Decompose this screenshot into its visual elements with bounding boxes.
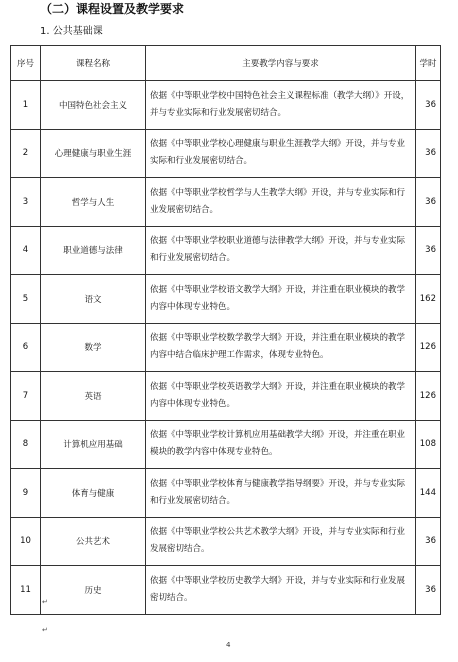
table-row — [11, 226, 441, 275]
hours-cell: 36 — [416, 517, 441, 566]
table-row — [11, 275, 441, 324]
course-content-cell: 依据《中等职业学校计算机应用基础教学大纲》开设，并注重在职业模块的教学内容中体现专业特色。 — [146, 420, 416, 469]
row-number-cell: 5 — [11, 275, 41, 324]
course-table — [10, 45, 441, 615]
hours-cell: 36 — [416, 226, 441, 275]
row-number-cell: 11 — [11, 566, 41, 615]
table-row — [11, 81, 441, 130]
hours-cell: 144 — [416, 469, 441, 518]
hours-cell: 36 — [416, 129, 441, 178]
table-row — [11, 178, 441, 227]
course-content-cell: 依据《中等职业学校历史教学大纲》开设，并与专业实际和行业发展密切结合。 — [146, 566, 416, 615]
course-content-cell: 依据《中等职业学校数学教学大纲》开设，并注重在职业模块的教学内容中结合临床护理工作需求，体现专业特色。 — [146, 323, 416, 372]
hours-cell: 108 — [416, 420, 441, 469]
course-content-cell: 依据《中等职业学校语文教学大纲》开设，并注重在职业模块的教学内容中体现专业特色。 — [146, 275, 416, 324]
row-number-cell: 1 — [11, 81, 41, 130]
course-content-cell: 依据《中等职业学校哲学与人生教学大纲》开设，并与专业实际和行业发展密切结合。 — [146, 178, 416, 227]
row-number-cell: 6 — [11, 323, 41, 372]
table-row — [11, 372, 441, 421]
hours-cell: 126 — [416, 323, 441, 372]
course-name-cell: 公共艺术 — [41, 517, 146, 566]
hours-cell: 36 — [416, 566, 441, 615]
table-header-row — [11, 46, 441, 81]
course-name-cell: 语文 — [41, 275, 146, 324]
subsection-heading: 1. 公共基础课 — [40, 26, 103, 37]
column-header-hours: 学时 — [416, 46, 441, 81]
column-header-course-name: 课程名称 — [41, 46, 146, 81]
course-content-cell: 依据《中等职业学校体育与健康教学指导纲要》开设，并与专业实际和行业发展密切结合。 — [146, 469, 416, 518]
course-content-cell: 依据《中等职业学校中国特色社会主义课程标准（教学大纲）》开设，并与专业实际和行业发展密切结合。 — [146, 81, 416, 130]
course-name-cell: 体育与健康 — [41, 469, 146, 518]
course-name-cell: 计算机应用基础 — [41, 420, 146, 469]
row-number-cell: 8 — [11, 420, 41, 469]
course-content-cell: 依据《中等职业学校心理健康与职业生涯教学大纲》开设，并与专业实际和行业发展密切结合。 — [146, 129, 416, 178]
table-row — [11, 323, 441, 372]
row-number-cell: 4 — [11, 226, 41, 275]
course-name-cell: 中国特色社会主义 — [41, 81, 146, 130]
row-number-cell: 9 — [11, 469, 41, 518]
course-content-cell: 依据《中等职业学校英语教学大纲》开设，并注重在职业模块的教学内容中体现专业特色。 — [146, 372, 416, 421]
course-name-cell: 英语 — [41, 372, 146, 421]
table-row — [11, 129, 441, 178]
row-number-cell: 2 — [11, 129, 41, 178]
row-number-cell: 10 — [11, 517, 41, 566]
table-row — [11, 420, 441, 469]
column-header-content: 主要教学内容与要求 — [146, 46, 416, 81]
table-row — [11, 566, 441, 615]
course-content-cell: 依据《中等职业学校职业道德与法律教学大纲》开设，并与专业实际和行业发展密切结合。 — [146, 226, 416, 275]
hours-cell: 126 — [416, 372, 441, 421]
course-name-cell: 数学 — [41, 323, 146, 372]
table-row — [11, 469, 441, 518]
hours-cell: 36 — [416, 178, 441, 227]
row-number-cell: 3 — [11, 178, 41, 227]
paragraph-mark: ↵ — [42, 598, 48, 606]
course-content-cell: 依据《中等职业学校公共艺术教学大纲》开设，并与专业实际和行业发展密切结合。 — [146, 517, 416, 566]
course-name-cell: 心理健康与职业生涯 — [41, 129, 146, 178]
section-heading: （二）课程设置及教学要求 — [40, 2, 185, 16]
course-name-cell: 职业道德与法律 — [41, 226, 146, 275]
paragraph-mark: ↵ — [42, 626, 48, 634]
course-name-cell: 哲学与人生 — [41, 178, 146, 227]
row-number-cell: 7 — [11, 372, 41, 421]
hours-cell: 162 — [416, 275, 441, 324]
hours-cell: 36 — [416, 81, 441, 130]
page-number: 4 — [226, 641, 231, 649]
table-row — [11, 517, 441, 566]
column-header-no: 序号 — [11, 46, 41, 81]
course-name-cell: 历史 — [41, 566, 146, 615]
